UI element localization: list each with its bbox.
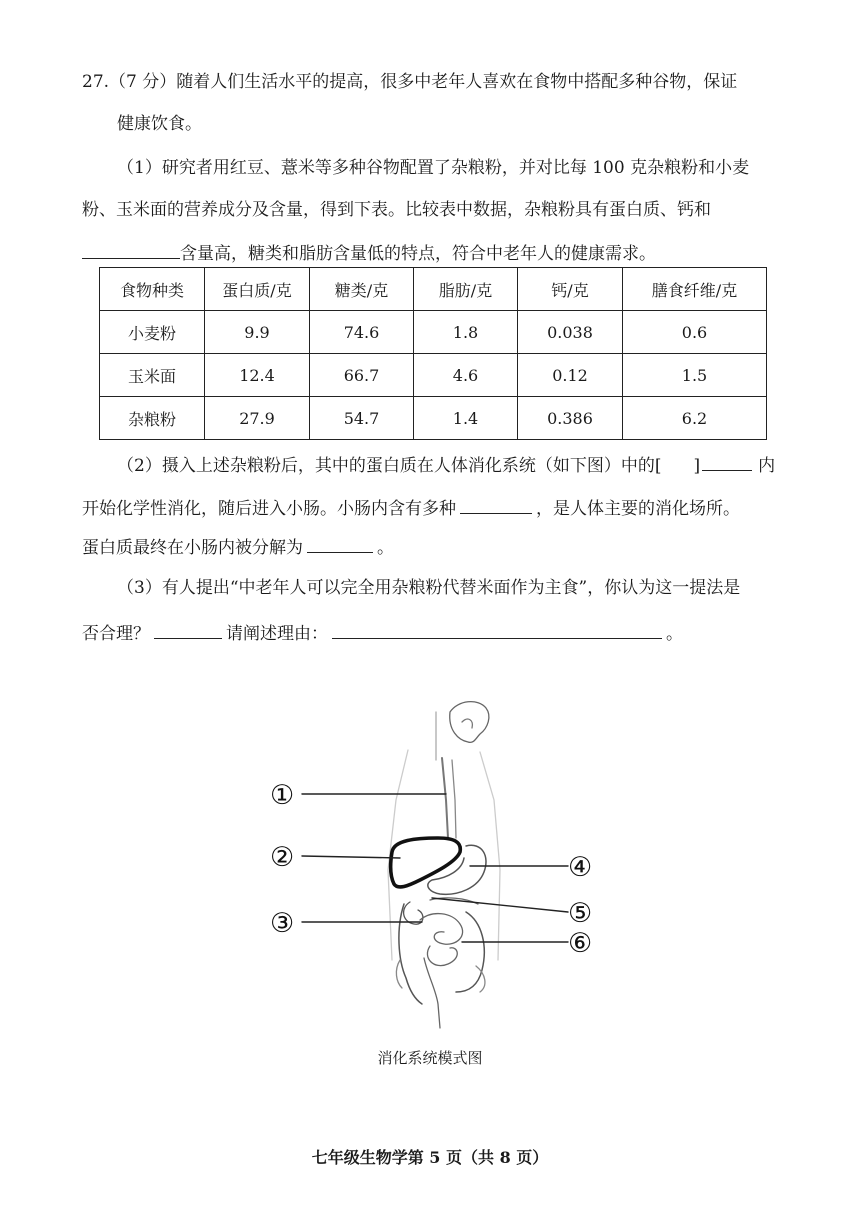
table-cell: 27.9 [205,397,310,440]
page-footer: 七年级生物学第 5 页（共 8 页） [311,1148,549,1167]
table-header: 脂肪/克 [414,268,518,311]
part2-line-1b: ] [693,456,701,476]
question-line-1: 27.（7 分）随着人们生活水平的提高，很多中老年人喜欢在食物中搭配多种谷物，保证 [82,72,738,92]
table-cell: 1.4 [414,397,518,440]
part2-line-1a: （2）摄入上述杂粮粉后，其中的蛋白质在人体消化系统（如下图）中的[ [117,456,662,476]
table-cell: 0.6 [623,311,767,354]
table-cell: 54.7 [310,397,414,440]
table-cell: 12.4 [205,354,310,397]
table-cell: 9.9 [205,311,310,354]
table-cell: 0.386 [518,397,623,440]
figure-caption: 消化系统模式图 [377,1049,483,1067]
table-cell: 6.2 [623,397,767,440]
table-cell: 1.8 [414,311,518,354]
part2-line-1c: 内 [758,456,776,476]
table-cell: 玉米面 [100,354,205,397]
table-cell: 4.6 [414,354,518,397]
table-cell: 66.7 [310,354,414,397]
part1-line-3-text: 含量高，糖类和脂肪含量低的特点，符合中老年人的健康需求。 [180,244,656,264]
table-cell: 0.038 [518,311,623,354]
table-cell: 1.5 [623,354,767,397]
label-3: ③ [270,908,295,939]
part2-line-3a: 蛋白质最终在小肠内被分解为 [82,538,303,558]
part3-line-2a: 否合理？ [82,624,150,644]
label-1: ① [270,780,295,811]
label-5: ⑤ [568,898,593,929]
table-cell: 杂粮粉 [100,397,205,440]
part2-line-2a: 开始化学性消化，随后进入小肠。小肠内含有多种 [82,499,456,519]
part3-line-2c: 。 [666,624,683,644]
table-cell: 0.12 [518,354,623,397]
label-6: ⑥ [568,928,593,959]
question-line-2: 健康饮食。 [117,114,202,134]
table-cell: 74.6 [310,311,414,354]
label-4: ④ [568,852,593,883]
table-header: 食物种类 [100,268,205,311]
table-header: 膳食纤维/克 [623,268,767,311]
table-cell: 小麦粉 [100,311,205,354]
table-header: 蛋白质/克 [205,268,310,311]
part1-line-2: 粉、玉米面的营养成分及含量，得到下表。比较表中数据，杂粮粉具有蛋白质、钙和 [82,200,711,220]
part2-line-2b: ，是人体主要的消化场所。 [536,499,740,519]
label-2: ② [270,842,295,873]
table-header: 钙/克 [518,268,623,311]
table-header: 糖类/克 [310,268,414,311]
part3-line-2b: 请阐述理由： [226,624,328,644]
part2-line-3b: 。 [377,538,394,558]
part1-line-1: （1）研究者用红豆、薏米等多种谷物配置了杂粮粉，并对比每 100 克杂粮粉和小麦 [117,158,750,178]
part3-line-1: （3）有人提出“中老年人可以完全用杂粮粉代替米面作为主食”，你认为这一提法是 [117,578,741,598]
